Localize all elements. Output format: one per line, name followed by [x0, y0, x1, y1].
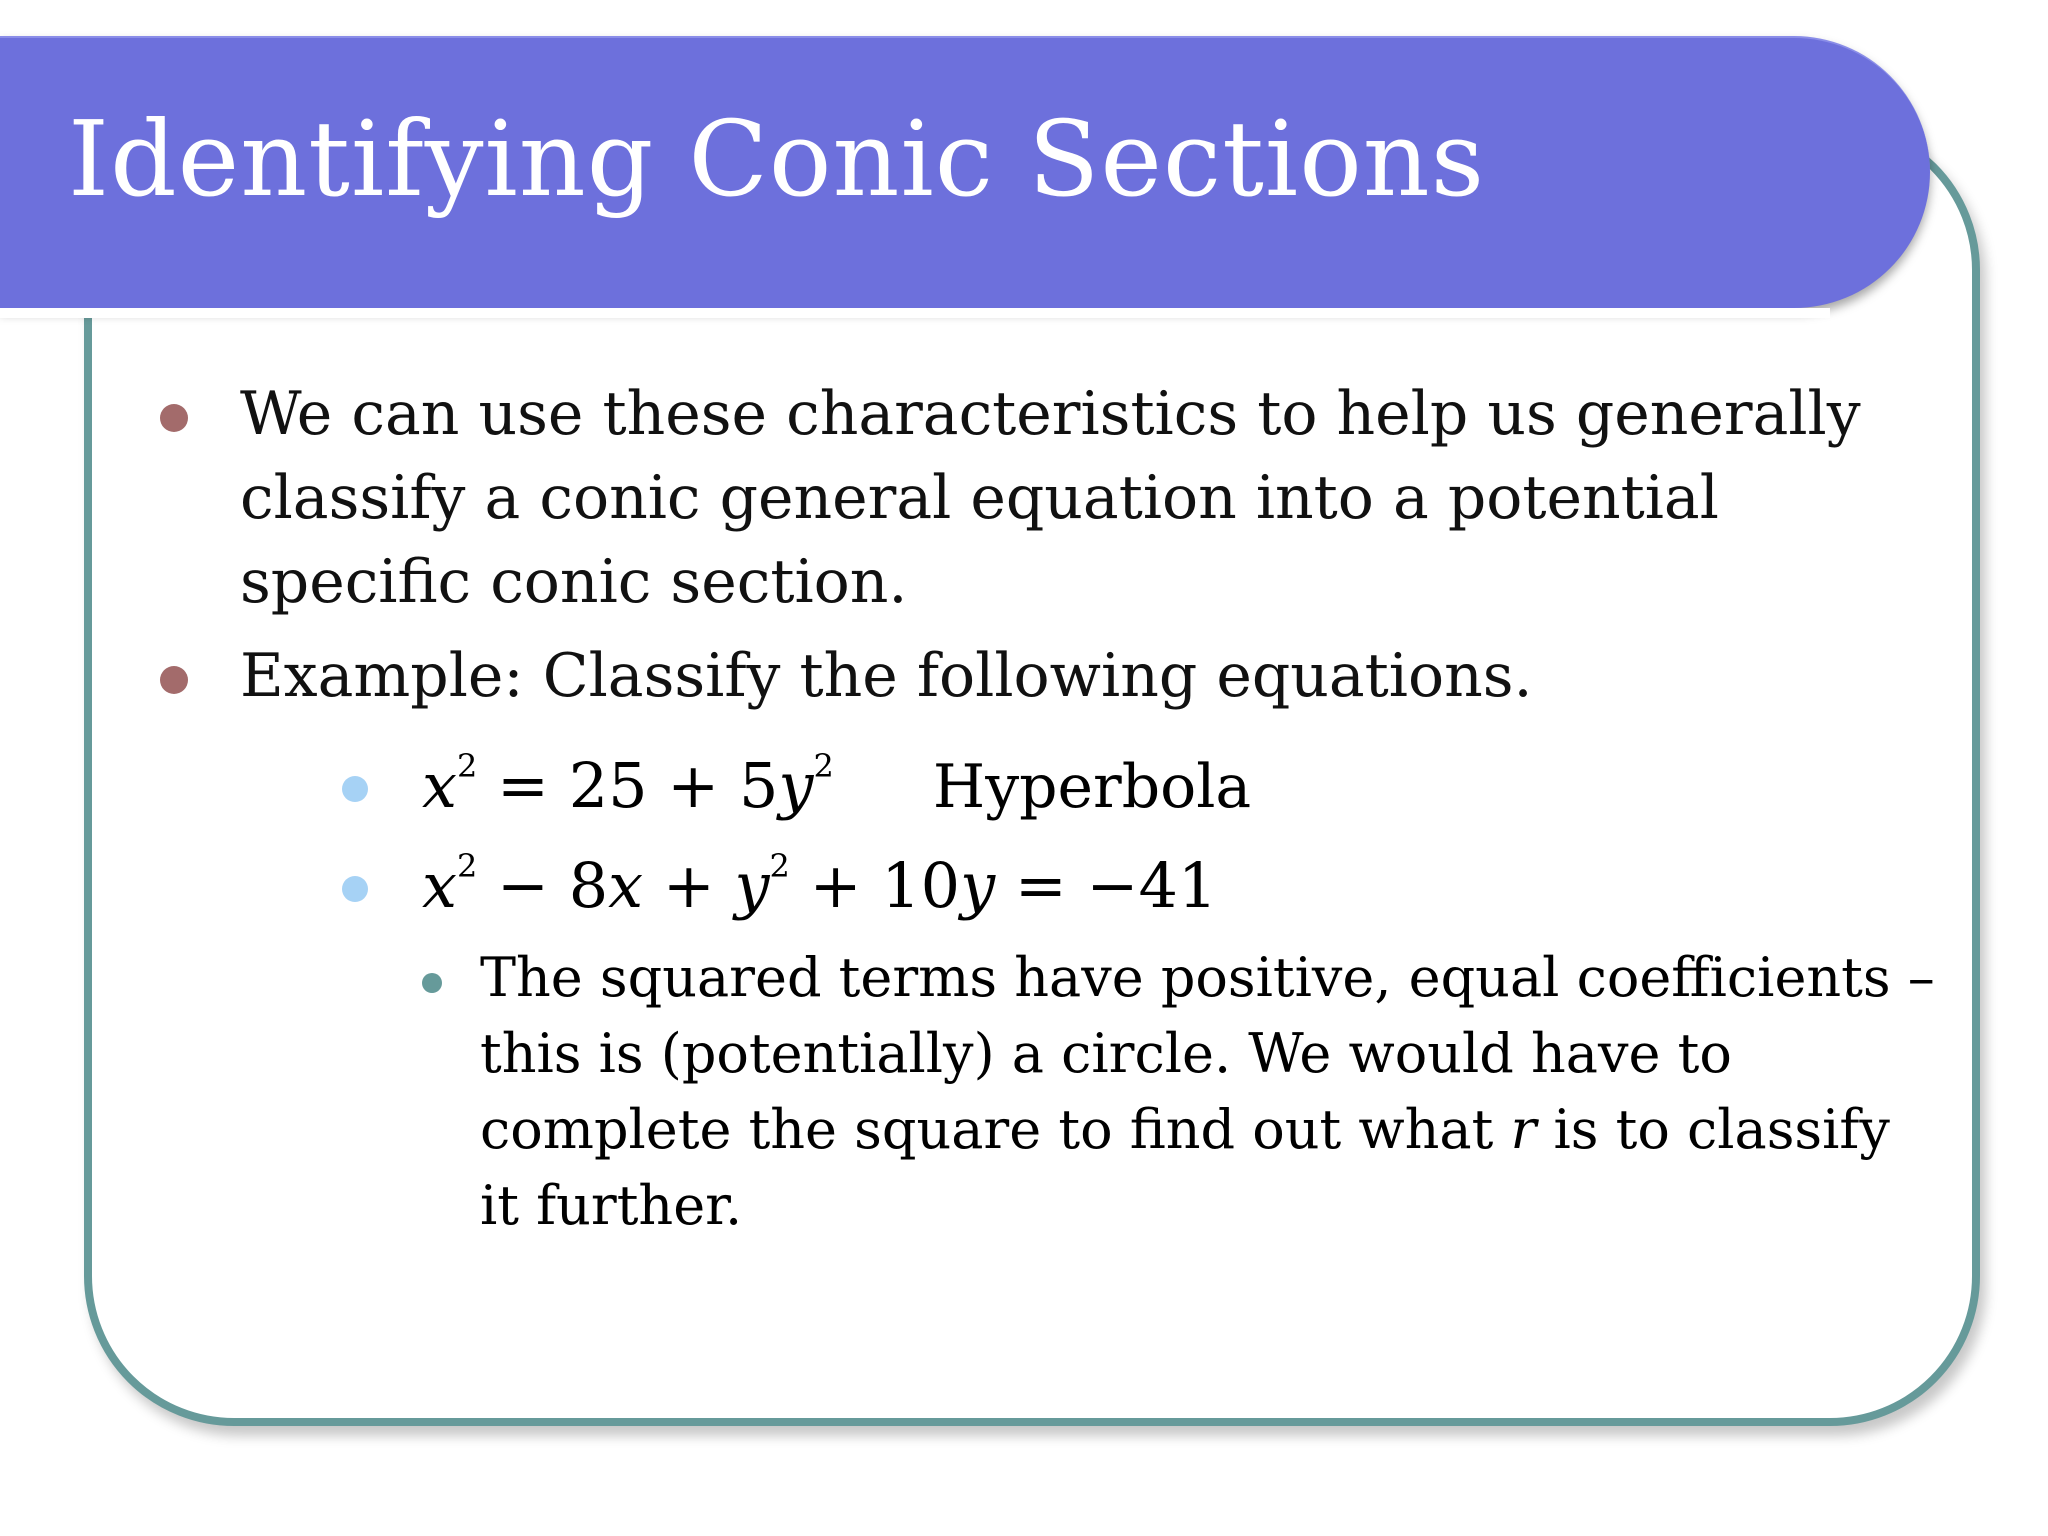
bullet-example [160, 634, 1920, 718]
title-underline [0, 308, 1830, 318]
circle-explanation [422, 940, 1940, 1244]
sub-bullet-dot-icon [342, 876, 368, 902]
radius-variable: r [1510, 1098, 1537, 1161]
bullet-text: Example: Classify the following equations. [240, 641, 1533, 711]
bullet-list [160, 372, 1920, 728]
equation-list [160, 740, 1935, 1244]
bullet-characteristics [160, 372, 1920, 624]
equation-item-circle [342, 840, 1920, 940]
title-bar [0, 36, 1930, 308]
explanation-text-after: is to classify it further. [480, 1098, 1890, 1237]
equation-item-hyperbola [342, 740, 1920, 840]
sub-sub-bullet-dot-icon [422, 973, 442, 993]
equation-1-classification: Hyperbola [932, 752, 1252, 822]
slide-title: Identifying Conic Sections [68, 98, 1486, 220]
equation-2: $x^2 - 8x + y^2 + 10y = -41$ [422, 847, 1218, 922]
bullet-dot-icon [160, 404, 188, 432]
sub-bullet-dot-icon [342, 776, 368, 802]
equation-1: $x^2 = 25 + 5y^2$ [422, 747, 834, 822]
explanation-text-before: The squared terms have positive, equal coefficients – this is (potentially) a circle. We would have to complete the square to find out what [480, 946, 1935, 1161]
bullet-dot-icon [160, 666, 188, 694]
bullet-text: We can use these characteristics to help us generally classify a conic general equation into a potential specific conic section. [240, 379, 1861, 617]
